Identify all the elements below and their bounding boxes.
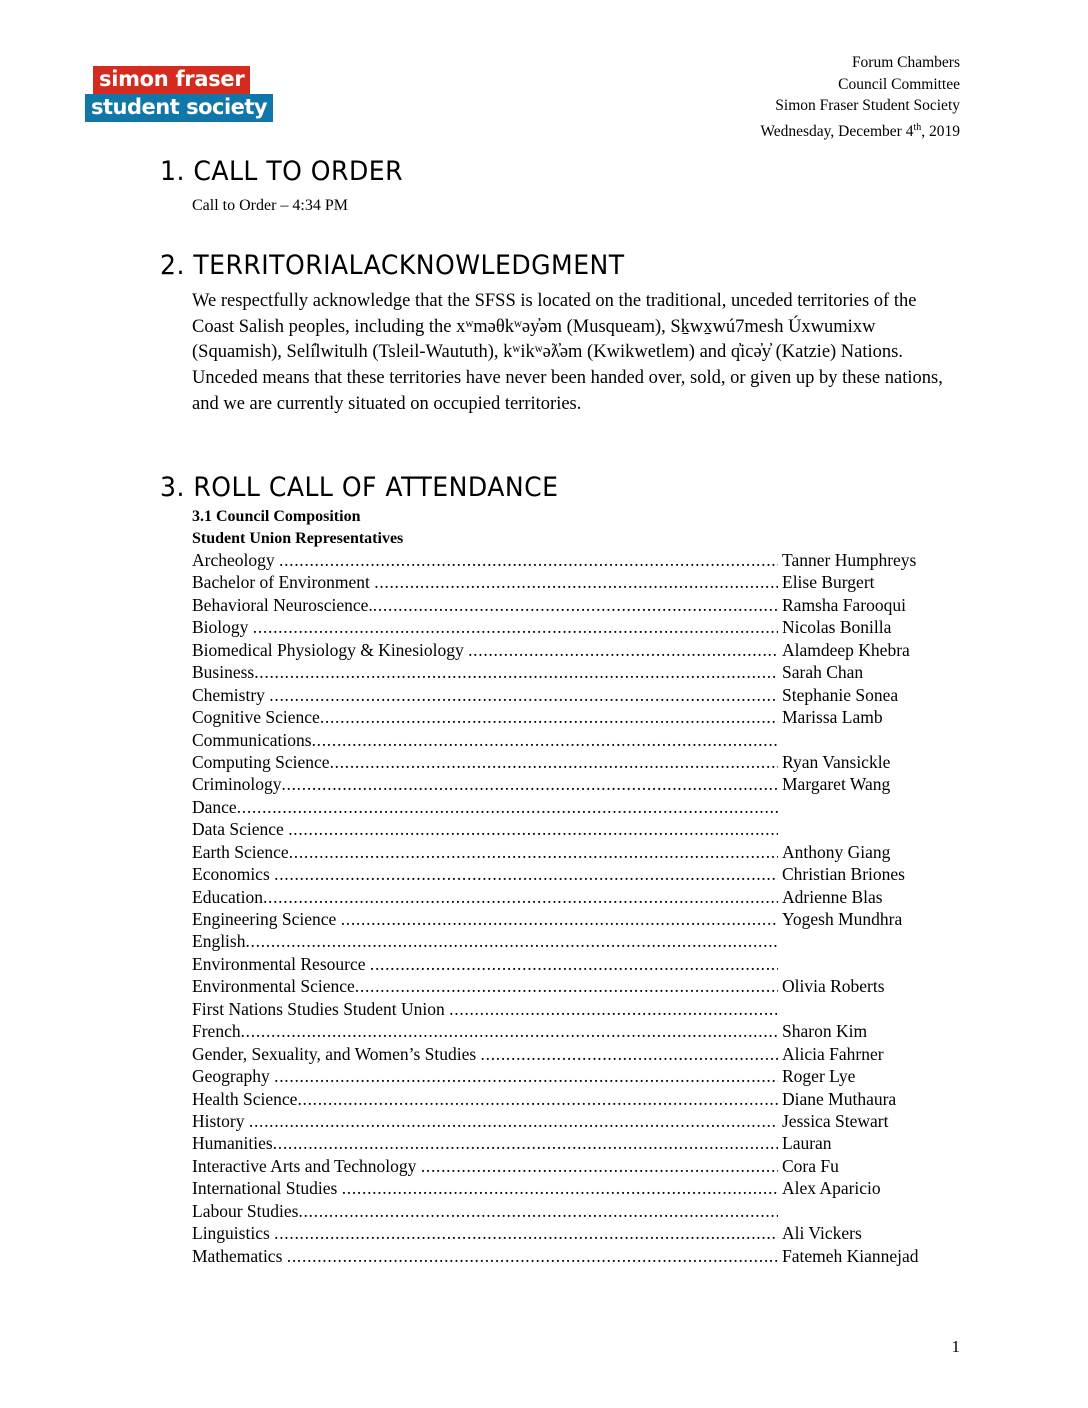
roster-row bbox=[192, 571, 952, 593]
logo-line-2: student society bbox=[85, 94, 273, 122]
representative-name: Yogesh Mundhra bbox=[782, 909, 903, 929]
roster-row bbox=[192, 1222, 952, 1244]
roster-row bbox=[192, 1020, 952, 1042]
representative-name: Alex Aparicio bbox=[782, 1178, 881, 1199]
roster-row bbox=[192, 1088, 952, 1110]
student-union-name: Cognitive Science ..... bbox=[192, 706, 778, 728]
student-union-name: Linguistics ..... bbox=[192, 1222, 778, 1244]
student-union-name: Education ..... bbox=[192, 886, 778, 908]
student-union-name: Computing Science ..... bbox=[192, 751, 778, 773]
student-union-name: Dance ..... bbox=[192, 796, 778, 818]
representative-name: Marissa Lamb bbox=[782, 707, 883, 728]
student-union-name: Environmental Science ..... bbox=[192, 975, 778, 997]
student-union-name: First Nations Studies Student Union ..... bbox=[192, 998, 778, 1020]
representative-name: Sarah Chan bbox=[782, 662, 864, 683]
territorial-acknowledgment-text: We respectfully acknowledge that the SFSS is located on the traditional, unceded territories of the Coast Salish peoples, including the xʷməθkʷəy̓əm (Musqueam), Sḵwx̱wú7mesh Úxwumixw (Squamish), Selí̓lwitulh (Tsleil-Waututh), kʷikʷəƛ̓əm (Kwikwetlem) and q̓icə̓y̓ (Katzie) Nations. Unceded means that these territories have never been handed over, sold, or given up by these nations, and we are currently situated on occupied territories. bbox=[192, 291, 943, 414]
representative-name: Sharon Kim bbox=[782, 1021, 868, 1042]
meeting-committee: Council Committee bbox=[838, 75, 960, 93]
student-union-name: Behavioral Neuroscience. ..... bbox=[192, 594, 778, 616]
student-union-name: History ..... bbox=[192, 1110, 778, 1132]
representatives-list bbox=[192, 549, 952, 1267]
roster-row bbox=[192, 616, 952, 638]
group-student-union-representatives: Student Union Representatives bbox=[192, 530, 404, 547]
representative-name: Roger Lye bbox=[782, 1066, 856, 1087]
student-union-name: Biology ..... bbox=[192, 616, 778, 638]
meeting-header bbox=[760, 52, 960, 142]
student-union-name: Bachelor of Environment ..... bbox=[192, 571, 778, 593]
roster-row bbox=[192, 773, 952, 795]
section-heading-roll-call: 3. ROLL CALL OF ATTENDANCE bbox=[160, 472, 559, 503]
representative-name: Margaret Wang bbox=[782, 774, 891, 795]
student-union-name: Economics ..... bbox=[192, 863, 778, 885]
student-union-name: Data Science ..... bbox=[192, 818, 778, 840]
subsection-council-composition: 3.1 Council Composition bbox=[192, 508, 361, 525]
roster-row bbox=[192, 1065, 952, 1087]
meeting-organization: Simon Fraser Student Society bbox=[775, 97, 960, 114]
roster-row bbox=[192, 684, 952, 706]
roster-row bbox=[192, 1245, 952, 1267]
representative-name: Ryan Vansickle bbox=[782, 751, 891, 772]
representative-name: Adrienne Blas bbox=[782, 886, 883, 907]
student-union-name: Chemistry ..... bbox=[192, 684, 778, 706]
student-union-name: Archeology ..... bbox=[192, 549, 778, 571]
roster-row bbox=[192, 1132, 952, 1154]
representative-name: Nicolas Bonilla bbox=[782, 617, 892, 638]
representative-name: Fatemeh Kiannejad bbox=[782, 1245, 919, 1266]
section-heading-call-to-order: 1. CALL TO ORDER bbox=[160, 156, 404, 187]
roster-row bbox=[192, 908, 952, 930]
roster-row bbox=[192, 751, 952, 773]
representative-name: Cora Fu bbox=[782, 1155, 839, 1176]
roster-row bbox=[192, 886, 952, 908]
representative-name: Diane Muthaura bbox=[782, 1088, 897, 1109]
roster-row bbox=[192, 975, 952, 997]
student-union-name: English ..... bbox=[192, 930, 778, 952]
student-union-name: Business ..... bbox=[192, 661, 778, 683]
roster-row bbox=[192, 1043, 952, 1065]
roster-row bbox=[192, 1155, 952, 1177]
roster-row bbox=[192, 863, 952, 885]
student-union-name: Gender, Sexuality, and Women’s Studies ..... bbox=[192, 1043, 778, 1065]
roster-row bbox=[192, 1110, 952, 1132]
roster-row bbox=[192, 953, 952, 975]
student-union-name: Engineering Science ..... bbox=[192, 908, 778, 930]
representative-name: Ali Vickers bbox=[782, 1223, 862, 1244]
student-union-name: Health Science ..... bbox=[192, 1088, 778, 1110]
roster-row bbox=[192, 661, 952, 683]
meeting-date-prefix: Wednesday, December 4 bbox=[760, 122, 914, 140]
student-union-name: Mathematics ..... bbox=[192, 1245, 778, 1267]
representative-name: Lauran bbox=[782, 1133, 832, 1154]
student-union-name: Geography ..... bbox=[192, 1065, 778, 1087]
student-union-name: Environmental Resource ..... bbox=[192, 953, 778, 975]
student-union-name: Labour Studies ..... bbox=[192, 1200, 778, 1222]
roster-row bbox=[192, 1200, 952, 1222]
meeting-date-year: , 2019 bbox=[921, 122, 960, 140]
representative-name: Olivia Roberts bbox=[782, 976, 885, 997]
student-union-name: Humanities ..... bbox=[192, 1132, 778, 1154]
student-union-name: Biomedical Physiology & Kinesiology ..... bbox=[192, 639, 778, 661]
student-union-name: Interactive Arts and Technology ..... bbox=[192, 1155, 778, 1177]
roster-row bbox=[192, 594, 952, 616]
representative-name: Stephanie Sonea bbox=[782, 684, 899, 705]
representative-name: Alamdeep Khebra bbox=[782, 639, 910, 660]
student-union-name: Communications ..... bbox=[192, 729, 778, 751]
roster-row bbox=[192, 1177, 952, 1199]
representative-name: Alicia Fahrner bbox=[782, 1043, 884, 1064]
student-union-name: International Studies ..... bbox=[192, 1177, 778, 1199]
roster-row bbox=[192, 729, 952, 751]
meeting-location: Forum Chambers bbox=[851, 54, 960, 71]
meeting-date bbox=[760, 117, 960, 143]
roster-row bbox=[192, 639, 952, 661]
sfss-logo bbox=[85, 66, 268, 122]
representative-name: Christian Briones bbox=[782, 864, 905, 885]
student-union-name: Earth Science ..... bbox=[192, 841, 778, 863]
representative-name: Tanner Humphreys bbox=[782, 550, 917, 570]
roster-row bbox=[192, 841, 952, 863]
section-heading-territorial-acknowledgment: 2. TERRITORIALACKNOWLEDGMENT bbox=[160, 250, 625, 281]
representative-name: Elise Burgert bbox=[782, 572, 875, 593]
student-union-name: Criminology ..... bbox=[192, 773, 778, 795]
meeting-date-suffix: th bbox=[913, 121, 922, 133]
student-union-name: French ..... bbox=[192, 1020, 778, 1042]
call-to-order-time: Call to Order – 4:34 PM bbox=[192, 197, 348, 214]
roster-row bbox=[192, 796, 952, 818]
representative-name: Jessica Stewart bbox=[782, 1110, 889, 1131]
page-number: 1 bbox=[951, 1337, 960, 1356]
representative-name: Anthony Giang bbox=[782, 841, 891, 862]
logo-line-1: simon fraser bbox=[93, 66, 250, 94]
representative-name: Ramsha Farooqui bbox=[782, 594, 906, 615]
roster-row bbox=[192, 818, 952, 840]
roster-row bbox=[192, 706, 952, 728]
roster-row bbox=[192, 549, 952, 571]
roster-row bbox=[192, 930, 952, 952]
roster-row bbox=[192, 998, 952, 1020]
